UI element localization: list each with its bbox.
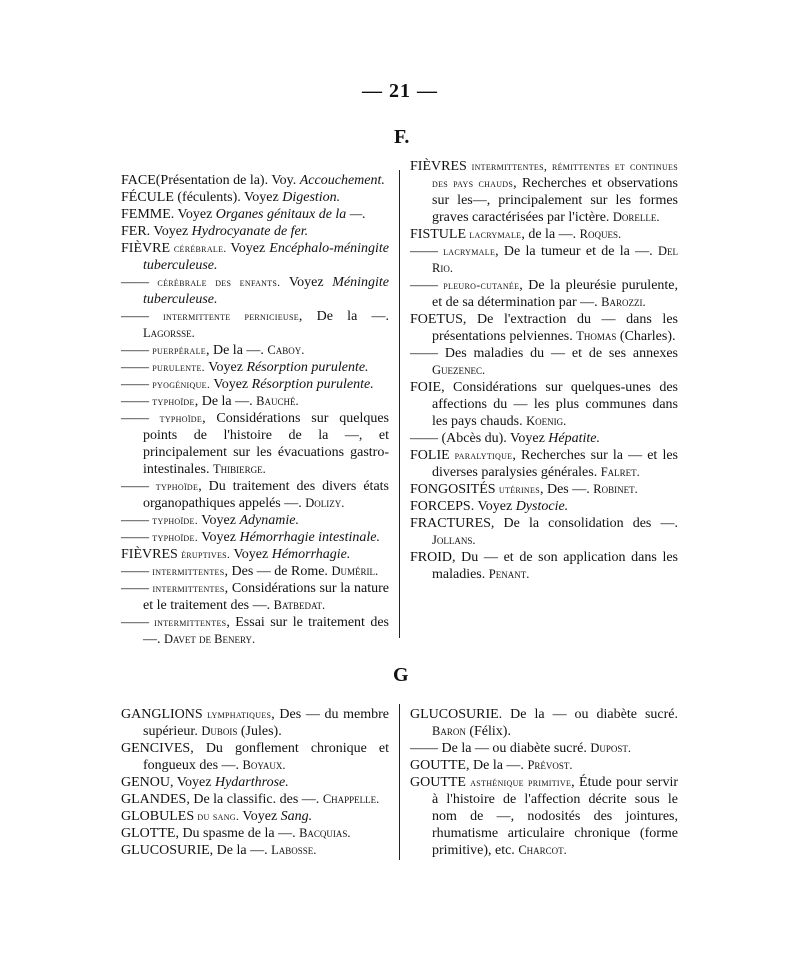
entry-headword: —— [121,275,149,290]
index-entry [121,223,389,240]
entry-text: , Du — et de son application dans les maladies. [432,550,678,582]
index-entry [121,774,389,791]
cross-reference: Hémorrhagie intestinale. [239,530,380,545]
entry-text: (Charles). [616,329,676,344]
index-entry [121,529,389,546]
index-column-g-left [121,706,389,859]
entry-headword: GOUTTE [410,758,466,773]
qualifier: du sang. [194,809,240,823]
entry-text: , De la —. [194,394,257,409]
index-entry [121,274,389,308]
entry-headword: FOIE [410,380,442,395]
entry-text: , De la —. [205,343,268,358]
index-entry [410,277,678,311]
index-entry [121,240,389,274]
entry-text: , Du spasme de la —. [175,826,300,841]
entry-text: Voyez [198,513,240,528]
index-entry [410,345,678,379]
index-entry [121,791,389,808]
section-letter-g: G [393,664,409,686]
entry-text: De la — ou diabète sucré. [438,741,591,756]
author-name: Bauché. [256,394,299,408]
entry-text: , Considérations sur quelques-unes des affections du — les plus communes dans les pays chauds. [432,380,678,429]
entry-text: De la — ou diabète sucré. [502,707,678,722]
author-name: Del Rio. [432,244,678,275]
entry-headword: GLOBULES [121,809,195,824]
index-column-g-right [410,706,678,859]
index-entry [410,226,678,243]
entry-headword: FER. [121,224,151,239]
author-name: Dolizy. [305,496,345,510]
author-name: Roques. [579,227,622,241]
author-name: Davet de Benery. [164,632,256,646]
author-name: Boyaux. [242,758,286,772]
entry-text: Voyez [198,530,240,545]
entry-headword: —— [121,615,149,630]
entry-headword: GLUCOSURIE. [410,707,503,722]
entry-headword: GENOU [121,775,170,790]
entry-headword: —— [410,346,438,361]
entry-headword: GENCIVES [121,741,191,756]
entry-headword: FACE [121,173,156,188]
entry-text: Voyez [150,224,192,239]
entry-headword: FIÈVRES [121,547,178,562]
page-number: — 21 — [362,80,438,102]
entry-headword: FROID [410,550,453,565]
author-name: Thibierge. [213,462,266,476]
entry-headword: —— [121,513,149,528]
qualifier: purulente. [149,360,205,374]
cross-reference: Résorption purulente. [251,377,374,392]
qualifier: puerpérale [149,343,206,357]
entry-text: , Du gonflement chronique et fongueux des —. [143,741,389,773]
entry-text: , De la consolidation des —. [490,516,678,531]
qualifier: lacrymale [438,244,496,258]
author-name: Caboy. [267,343,305,357]
entry-text: , Essai sur le traitement des —. [143,615,389,647]
entry-headword: FÉCULE [121,190,174,205]
entry-text: Voyez [210,377,252,392]
index-entry [410,243,678,277]
index-entry [121,189,389,206]
author-name: Thomas [576,329,617,343]
qualifier: intermittente pernicieuse [149,309,299,323]
qualifier: intermittentes [149,615,227,629]
entry-text: , De la tumeur et de la —. [495,244,658,259]
entry-headword: FEMME. [121,207,175,222]
author-name: Dubois [201,724,238,738]
qualifier: cérébrale des enfants. [149,275,281,289]
entry-headword: —— [121,377,149,392]
entry-text: , De la pleurésie purulente, et de sa détermination par —. [432,278,679,310]
entry-text: Voyez [474,499,516,514]
index-column-f-left [121,172,389,648]
cross-reference: Hémorrhagie. [271,547,351,562]
author-name: Chappelle. [322,792,380,806]
author-name: Duméril. [331,564,379,578]
author-name: Guezenec. [432,363,486,377]
entry-text: Des maladies du — et de ses annexes [438,346,678,361]
qualifier: typhoïde [149,394,195,408]
entry-headword: —— [121,394,149,409]
entry-text: (féculents). Voyez [173,190,283,205]
qualifier: cérébrale. [170,241,227,255]
entry-text: Voyez [239,809,281,824]
index-entry [410,379,678,430]
entry-text: (Jules). [237,724,282,739]
entry-headword: FORCEPS. [410,499,475,514]
entry-text: , Étude pour servir à l'histoire de l'affection décrite sous le nom de —, nodosités des jointures, rhumatisme articulaire chronique (forme primitive), etc. [432,775,678,858]
entry-headword: GLANDES [121,792,187,807]
author-name: Baron [432,724,466,738]
entry-headword: —— [121,530,149,545]
cross-reference: Accouchement. [299,173,385,188]
entry-text: , Considérations sur la nature et le traitement des —. [143,581,389,613]
author-name: Prévost. [527,758,573,772]
cross-reference: Hépatite. [548,431,601,446]
section-letter-f: F. [394,126,410,148]
index-entry [121,580,389,614]
index-entry [121,342,389,359]
entry-text: , de la —. [521,227,580,242]
index-entry [121,740,389,774]
entry-text: Voyez [204,360,247,375]
cross-reference: Organes génitaux de la —. [215,207,366,222]
entry-headword: GANGLIONS [121,707,203,722]
entry-text: , De l'extraction du — dans les présentations pelviennes. [432,312,678,344]
index-entry [410,158,678,226]
entry-text: (Félix). [465,724,511,739]
entry-headword: —— [121,411,149,426]
index-entry [121,614,389,648]
entry-text: , Voyez [170,775,215,790]
entry-headword: FRACTURES [410,516,491,531]
index-entry [121,808,389,825]
cross-reference: Résorption purulente. [246,360,369,375]
author-name: Koenig. [526,414,567,428]
entry-headword: GOUTTE [410,775,466,790]
author-name: Jollans. [432,533,476,547]
index-entry [121,825,389,842]
index-entry [121,393,389,410]
entry-text: Voyez [280,275,333,290]
column-divider [399,170,400,638]
entry-headword: FISTULE [410,227,466,242]
index-entry [410,430,678,447]
qualifier: asthénique primitive [466,775,572,789]
index-entry [410,311,678,345]
index-entry [121,546,389,563]
author-name: Falret. [600,465,640,479]
index-entry [410,706,678,740]
entry-text: , Du traitement des divers états organopathiques appelés —. [143,479,389,511]
author-name: Batbedat. [273,598,326,612]
entry-text: (Abcès du). Voyez [438,431,549,446]
index-entry [410,515,678,549]
entry-headword: FOLIE [410,448,450,463]
qualifier: éruptives. [177,547,231,561]
author-name: Penant. [488,567,530,581]
entry-text: Voyez [174,207,216,222]
index-entry [410,740,678,757]
qualifier: intermittentes [149,564,225,578]
author-name: Labosse. [271,843,317,857]
index-entry [410,481,678,498]
index-entry [121,706,389,740]
index-entry [121,308,389,342]
author-name: Dorelle. [612,210,660,224]
entry-headword: FONGOSITÉS [410,482,496,497]
index-entry [410,447,678,481]
cross-reference: Hydarthrose. [214,775,289,790]
entry-text: , De la —. [466,758,528,773]
author-name: Dupost. [590,741,632,755]
author-name: Lagorsse. [143,326,195,340]
column-divider [399,704,400,860]
cross-reference: Dystocie. [515,499,569,514]
qualifier: typhoïde. [149,530,198,544]
index-entry [121,172,389,189]
entry-headword: —— [121,343,149,358]
entry-text: , De la —. [209,843,272,858]
entry-headword: —— [410,244,438,259]
entry-headword: FOETUS [410,312,463,327]
qualifier: intermittentes [149,581,225,595]
entry-headword: —— [121,309,149,324]
author-name: Charcot. [518,843,567,857]
entry-text: , Considérations sur quelques points de l'histoire de la —, et principalement sur les évacuations gastro-intestinales. [143,411,389,477]
entry-text: , Des —. [539,482,594,497]
qualifier: pleuro-cutanée [438,278,520,292]
entry-headword: —— [410,741,438,756]
cross-reference: Sang. [280,809,313,824]
entry-headword: —— [121,564,149,579]
index-entry [121,842,389,859]
entry-headword: —— [410,431,438,446]
entry-headword: FIÈVRE [121,241,170,256]
qualifier: typhoïde [149,479,199,493]
entry-text: , Recherches sur la — et les diverses paralysies générales. [432,448,678,480]
index-entry [410,774,678,859]
author-name: Barozzi. [601,295,646,309]
qualifier: typhoïde [149,411,203,425]
index-entry [410,498,678,515]
entry-text: Voyez [226,241,270,256]
qualifier: lacrymale [466,227,522,241]
entry-text: (Présentation de la). Voy. [155,173,300,188]
cross-reference: Hydrocyanate de fer. [191,224,309,239]
index-entry [121,478,389,512]
entry-headword: FIÈVRES [410,159,467,174]
entry-headword: —— [121,479,149,494]
qualifier: lymphatiques [202,707,272,721]
cross-reference: Encéphalo-méningite tuberculeuse. [143,241,390,273]
author-name: Robinet. [593,482,638,496]
qualifier: paralytique [449,448,513,462]
entry-headword: GLOTTE [121,826,176,841]
entry-headword: —— [121,581,149,596]
entry-headword: —— [410,278,438,293]
index-entry [121,359,389,376]
entry-headword: —— [121,360,149,375]
index-entry [410,757,678,774]
index-entry [121,376,389,393]
entry-text: , Des — du membre supérieur. [143,707,389,739]
author-name: Bacquias. [299,826,351,840]
index-entry [410,549,678,583]
index-entry [121,563,389,580]
index-entry [121,410,389,478]
index-entry [121,512,389,529]
cross-reference: Digestion. [282,190,341,205]
entry-text: Voyez [230,547,272,562]
entry-text: , De la classific. des —. [186,792,323,807]
entry-headword: GLUCOSURIE [121,843,210,858]
qualifier: typhoïde. [149,513,198,527]
index-column-f-right [410,158,678,583]
entry-text: , Recherches et observations sur les—, principalement sur les formes graves caractérisées par l'ictère. [432,176,678,225]
index-entry [121,206,389,223]
entry-text: , Des — de Rome. [224,564,332,579]
qualifier: pyogénique. [149,377,211,391]
qualifier: intermittentes, rémittentes et continues des pays chauds [432,159,678,190]
cross-reference: Méningite tuberculeuse. [143,275,390,307]
cross-reference: Adynamie. [239,513,299,528]
entry-text: , De la —. [298,309,389,324]
qualifier: utérines [495,482,540,496]
